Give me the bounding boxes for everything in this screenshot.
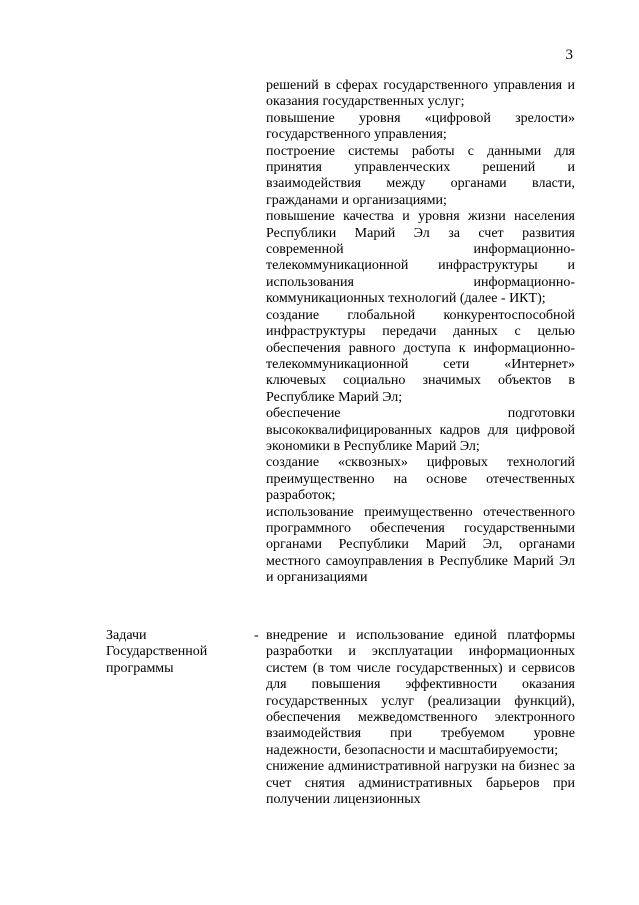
goal-paragraph: построение системы работы с данными для принятия управленческих решений и взаимодействия между органами власти, гражданами и организациями; <box>266 143 575 208</box>
goal-paragraph: обеспечение подготовки высококвалифицированных кадров для цифровой экономики в Республике Марий Эл; <box>266 406 575 454</box>
goal-paragraph: создание глобальной конкурентоспособной инфраструктуры передачи данных с целью обеспечения равного доступа к информационно-телекоммуникационной сети «Интернет» ключевых социально значимых объектов в Республике Марий Эл; <box>266 307 575 405</box>
task-paragraph: внедрение и использование единой платформы разработки и эксплуатации информационных систем (в том числе государственных) и сервисов для повышения эффективности оказания государственных услуг (реализации функций), обеспечения межведомственного электронного взаимодействия при требуемом уровне надежности, безопасности и масштабируемости; <box>266 628 575 758</box>
tasks-label: Задачи Государственной программы <box>106 628 208 676</box>
goal-paragraph: использование преимущественно отечественного программного обеспечения государственными органами Республики Марий Эл, органами местного самоуправления в Республике Марий Эл и организациями <box>266 504 575 586</box>
goal-paragraph: создание «сквозных» цифровых технологий преимущественно на основе отечественных разработок; <box>266 455 575 504</box>
page-number: 3 <box>565 47 573 63</box>
tasks-content <box>266 628 575 808</box>
task-paragraph: снижение административной нагрузки на бизнес за счет снятия административных барьеров при получении лицензионных <box>266 759 575 808</box>
goal-paragraph: повышение качества и уровня жизни населения Республики Марий Эл за счет развития современной информационно-телекоммуникационной инфраструктуры и использования информационно-коммуникационных технологий (далее - ИКТ); <box>266 209 575 307</box>
goal-paragraph: повышение уровня «цифровой зрелости» государственного управления; <box>266 110 575 143</box>
continued-goals-list <box>266 78 575 587</box>
tasks-dash: - <box>254 628 259 643</box>
goal-paragraph: решений в сферах государственного управления и оказания государственных услуг; <box>266 78 575 110</box>
